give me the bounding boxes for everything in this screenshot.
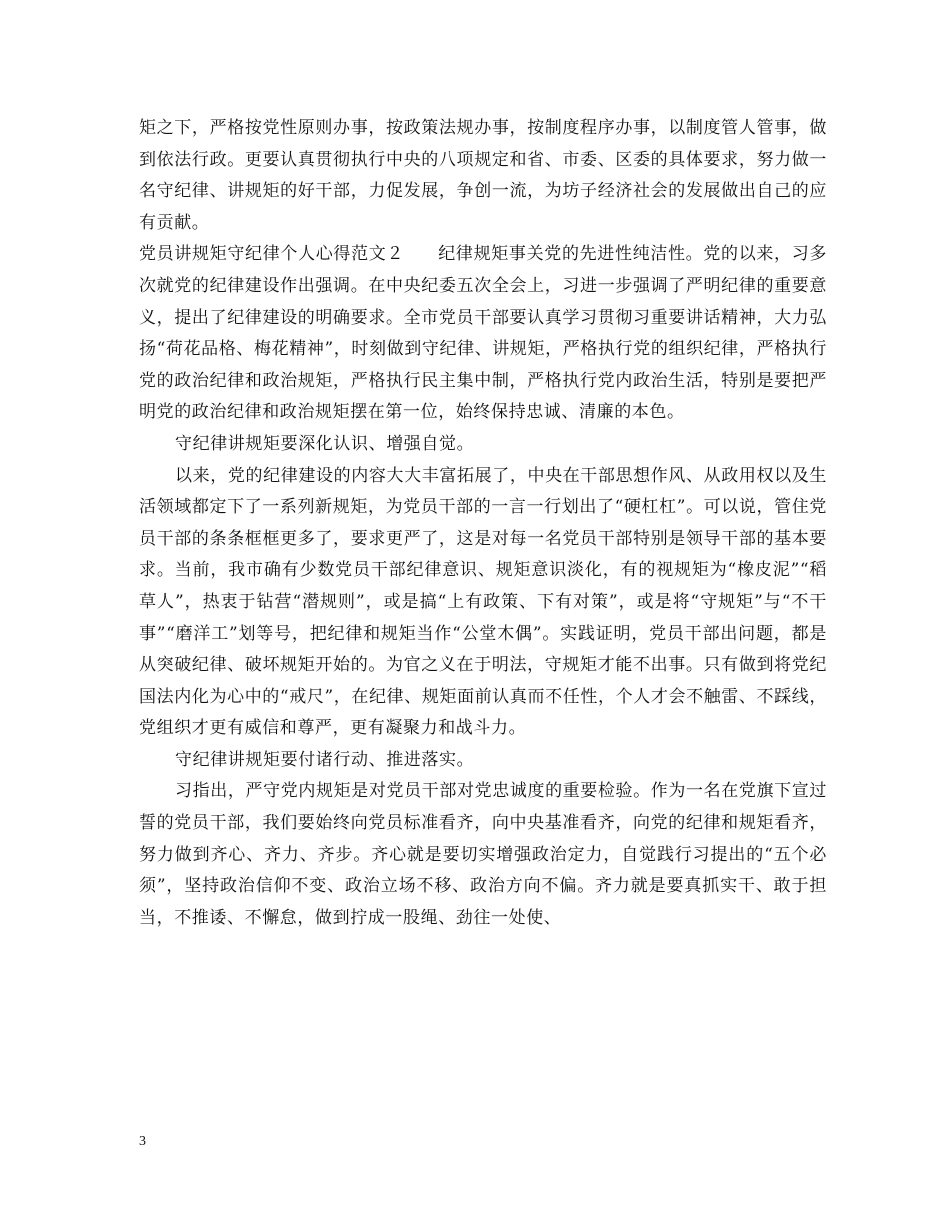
paragraph-body-2: 习指出，严守党内规矩是对党员干部对党忠诚度的重要检验。作为一名在党旗下宣过誓的党员干部，我们要始终向党员标准看齐，向中央基准看齐，向党的纪律和规矩看齐，努力做到齐心、齐力、齐步。齐心就是要切实增强政治定力，自觉践行习提出的“五个必须”，坚持政治信仰不变、政治立场不移、政治方向不偏。齐力就是要真抓实干、敢于担当，不推诿、不懈怠，做到拧成一股绳、劲往一处使、 xyxy=(139,781,827,928)
article-intro: 纪律规矩事关党的先进性纯洁性。党的以来，习多次就党的纪律建设作出强调。在中央纪委五次全会上，习进一步强调了严明纪律的重要意义，提出了纪律建设的明确要求。全市党员干部要认真学习贯彻习重要讲话精神，大力弘扬“荷花品格、梅花精神”，时刻做到守纪律、讲规矩，严格执行党的组织纪律，严格执行党的政治纪律和政治规矩，严格执行民主集中制，严格执行党内政治生活，特别是要把严明党的政治纪律和政治规矩摆在第一位，始终保持忠诚、清廉的本色。 xyxy=(139,244,828,423)
section-heading-2: 守纪律讲规矩要付诸行动、推进落实。 xyxy=(175,749,475,770)
paragraph-continuation: 矩之下，严格按党性原则办事，按政策法规办事，按制度程序办事，以制度管人管事，做到依法行政。更要认真贯彻执行中央的八项规定和省、市委、区委的具体要求，努力做一名守纪律、讲规矩的好干部，力促发展，争创一流，为坊子经济社会的发展做出自己的应有贡献。 xyxy=(139,118,827,233)
paragraph-body-1: 以来，党的纪律建设的内容大大丰富拓展了，中央在干部思想作风、从政用权以及生活领域都定下了一系列新规矩，为党员干部的一言一行划出了“硬杠杠”。可以说，管住党员干部的条条框框更多了，要求更严了，这是对每一名党员干部特别是领导干部的基本要求。当前，我市确有少数党员干部纪律意识、规矩意识淡化，有的视规矩为“橡皮泥”“稻草人”，热衷于钻营“潜规则”，或是搞“上有政策、下有对策”，或是将“守规矩”与“不干事”“磨洋工”划等号，把纪律和规矩当作“公堂木偶”。实践证明，党员干部出问题，都是从突破纪律、破坏规矩开始的。为官之义在于明法，守规矩才能不出事。只有做到将党纪国法内化为心中的“戒尺”，在纪律、规矩面前认真而不任性，个人才会不触雷、不踩线，党组织才更有威信和尊严，更有凝聚力和战斗力。 xyxy=(139,465,827,739)
article-heading-paragraph xyxy=(139,239,827,429)
page-number: 3 xyxy=(139,1134,146,1149)
section-heading-1: 守纪律讲规矩要深化认识、增强自觉。 xyxy=(175,433,475,454)
article-title: 党员讲规矩守纪律个人心得范文２ xyxy=(139,244,405,265)
document-body xyxy=(139,113,827,934)
